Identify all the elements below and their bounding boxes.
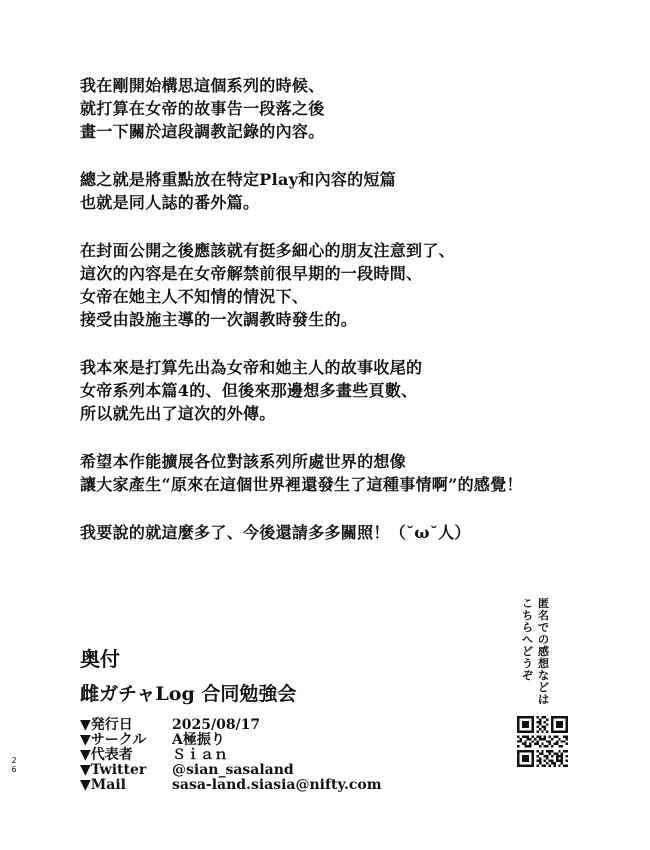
mail-address: sasa-land.siasia@nifty.com	[172, 777, 382, 793]
text-line: 我要說的就這麼多了、今後還請多多關照！（˘ω˘人）	[80, 523, 471, 542]
circle-label: ▼サークル	[80, 732, 147, 748]
text-line: 在封面公開之後應該就有挺多細心的朋友注意到了、	[80, 241, 455, 260]
feedback-note-line-1: 匿名での感想などは	[538, 597, 549, 706]
afterword-paragraph-5	[80, 450, 640, 496]
text-line: 這次的內容是在女帝解禁前很早期的一段時間、	[80, 264, 423, 283]
afterword-paragraph-3	[80, 239, 640, 331]
text-line: 我在剛開始構思這個系列的時候、	[80, 76, 325, 95]
colophon	[80, 645, 500, 793]
afterword-paragraph-2	[80, 168, 640, 214]
qr-code-icon[interactable]	[517, 716, 568, 767]
text-line: 總之就是將重點放在特定Play和內容的短篇	[80, 170, 397, 189]
twitter-handle: @sian_sasaland	[172, 762, 294, 778]
feedback-note-line-2: こちらへどうぞ	[522, 597, 533, 682]
text-line: 畫一下關於這段調教記錄的內容。	[80, 122, 325, 141]
representative-row	[80, 748, 500, 763]
text-line: 也就是同人誌的番外篇。	[80, 193, 260, 212]
mail-label: ▼Mail	[80, 777, 126, 793]
text-line: 接受由設施主導的一次調教時發生的。	[80, 310, 358, 329]
afterword-paragraph-1	[80, 74, 640, 143]
release-date-value: 2025/08/17	[172, 717, 261, 733]
book-title: 雌ガチャLog 合同勉強会	[80, 683, 297, 705]
text-line: 讓大家產生“原來在這個世界裡還發生了這種事情啊”的感覺！	[80, 475, 523, 494]
circle-row	[80, 733, 500, 748]
release-date-row	[80, 718, 500, 733]
text-line: 所以就先出了這次的外傳。	[80, 404, 276, 423]
anonymous-feedback-note	[521, 598, 550, 706]
page-number: 26	[11, 756, 17, 774]
afterword-paragraph-4	[80, 356, 640, 425]
colophon-heading: 奥付	[80, 647, 120, 671]
text-line: 希望本作能擴展各位對該系列所處世界的想像	[80, 452, 407, 471]
twitter-label: ▼Twitter	[80, 762, 147, 778]
text-line: 女帝在她主人不知情的情況下、	[80, 287, 309, 306]
afterword-paragraph-6	[80, 521, 640, 544]
text-line: 就打算在女帝的故事告一段落之後	[80, 99, 325, 118]
text-line: 我本來是打算先出為女帝和她主人的故事收尾的	[80, 358, 423, 377]
mail-row	[80, 778, 500, 793]
circle-value: A極振り	[172, 732, 225, 748]
afterword-text	[80, 74, 640, 569]
twitter-row	[80, 763, 500, 778]
release-date-label: ▼発行日	[80, 717, 133, 733]
representative-label: ▼代表者	[80, 747, 133, 763]
representative-value: Ｓｉａｎ	[172, 747, 228, 763]
text-line: 女帝系列本篇4的、但後來那邊想多畫些頁數、	[80, 381, 418, 400]
